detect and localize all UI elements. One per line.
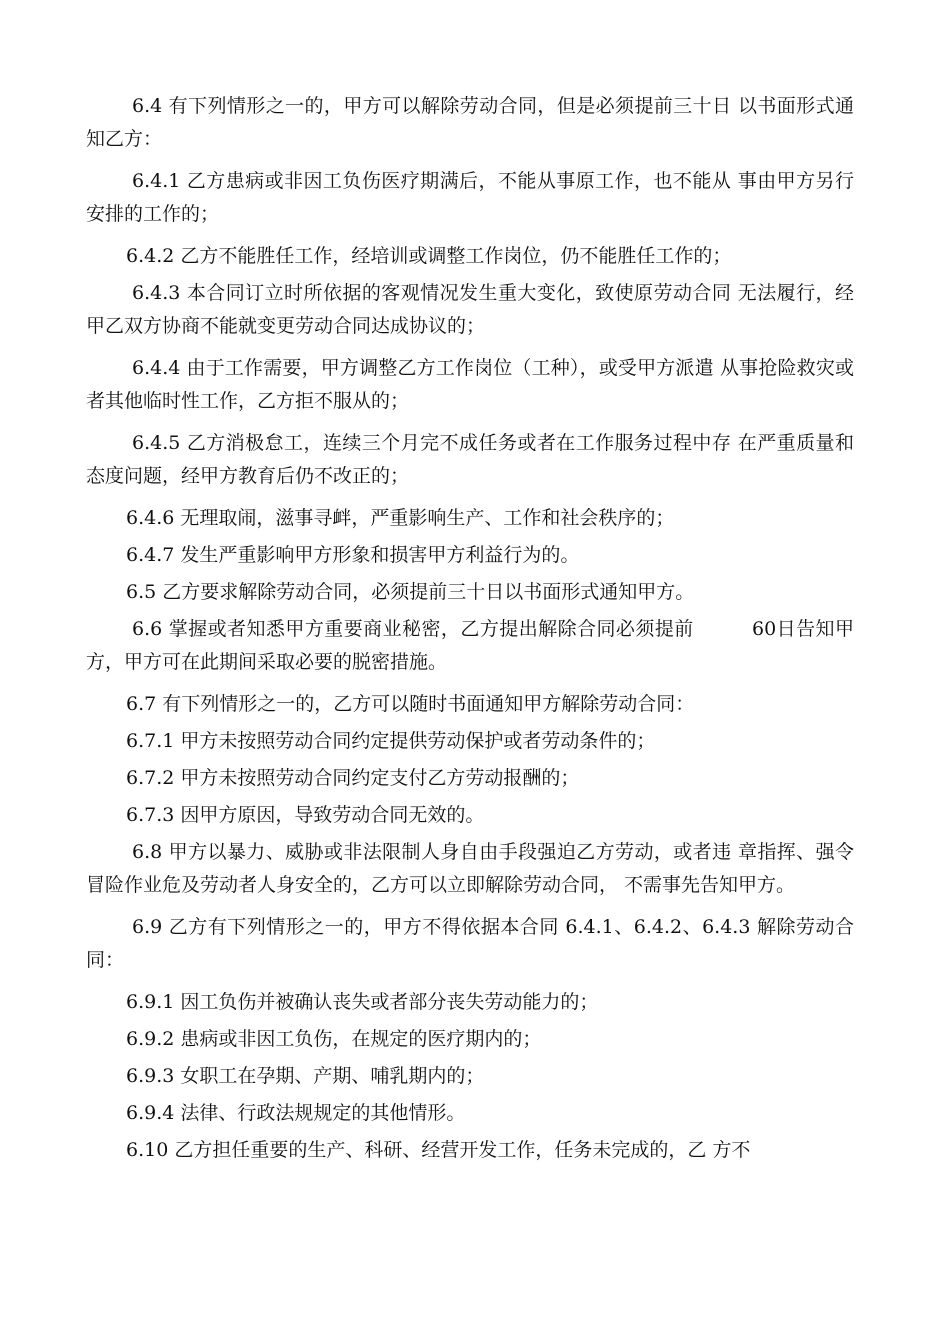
clause-6-4-1: 6.4.1 乙方患病或非因工负伤医疗期满后，不能从事原工作，也不能从 事由甲方另行安排的工作的；: [86, 170, 854, 225]
clause-6-10: 6.10 乙方担任重要的生产、科研、经营开发工作，任务未完成的，乙 方不: [126, 1139, 751, 1161]
clause-6-4-4: 6.4.4 由于工作需要，甲方调整乙方工作岗位（工种），或受甲方派遣 从事抢险救灾或者其他临时性工作，乙方拒不服从的；: [86, 357, 854, 412]
clause-6-7-2: 6.7.2 甲方未按照劳动合同约定支付乙方劳动报酬的；: [126, 767, 580, 789]
clause-6-5: 6.5 乙方要求解除劳动合同，必须提前三十日以书面形式通知甲方。: [126, 581, 695, 603]
clause-6-9-4: 6.9.4 法律、行政法规规定的其他情形。: [126, 1102, 466, 1124]
clause-6-9-2: 6.9.2 患病或非因工负伤，在规定的医疗期内的；: [126, 1028, 542, 1050]
clause-6-4-2: 6.4.2 乙方不能胜任工作，经培训或调整工作岗位，仍不能胜任工作的；: [126, 245, 732, 267]
clause-6-4-6: 6.4.6 无理取闹，滋事寻衅，严重影响生产、工作和社会秩序的；: [126, 507, 675, 529]
clause-6-9-3: 6.9.3 女职工在孕期、产期、哺乳期内的；: [126, 1065, 485, 1087]
clause-6-7-1: 6.7.1 甲方未按照劳动合同约定提供劳动保护或者劳动条件的；: [126, 730, 656, 752]
clause-6-4-3: 6.4.3 本合同订立时所依据的客观情况发生重大变化，致使原劳动合同 无法履行，经甲乙双方协商不能就变更劳动合同达成协议的；: [86, 282, 854, 337]
clause-6-9-1: 6.9.1 因工负伤并被确认丧失或者部分丧失劳动能力的；: [126, 991, 599, 1013]
clause-6-7: 6.7 有下列情形之一的，乙方可以随时书面通知甲方解除劳动合同：: [126, 693, 695, 715]
clause-6-4-7: 6.4.7 发生严重影响甲方形象和损害甲方利益行为的。: [126, 544, 580, 566]
clause-6-8: 6.8 甲方以暴力、威胁或非法限制人身自由手段强迫乙方劳动，或者违 章指挥、强令冒险作业危及劳动者人身安全的，乙方可以立即解除劳动合同， 不需事先告知甲方。: [86, 841, 854, 896]
clause-6-7-3: 6.7.3 因甲方原因，导致劳动合同无效的。: [126, 804, 485, 826]
clause-6-4-5: 6.4.5 乙方消极怠工，连续三个月完不成任务或者在工作服务过程中存 在严重质量和态度问题，经甲方教育后仍不改正的；: [86, 432, 854, 487]
clause-6-4: 6.4 有下列情形之一的，甲方可以解除劳动合同，但是必须提前三十日 以书面形式通知乙方：: [86, 95, 854, 150]
clause-6-9: 6.9 乙方有下列情形之一的，甲方不得依据本合同 6.4.1、6.4.2、6.4.3 解除劳动合同：: [86, 916, 854, 971]
clause-6-6: 6.6 掌握或者知悉甲方重要商业秘密，乙方提出解除合同必须提前 60日告知甲方，甲方可在此期间采取必要的脱密措施。: [86, 618, 854, 673]
contract-text: [86, 90, 854, 1171]
